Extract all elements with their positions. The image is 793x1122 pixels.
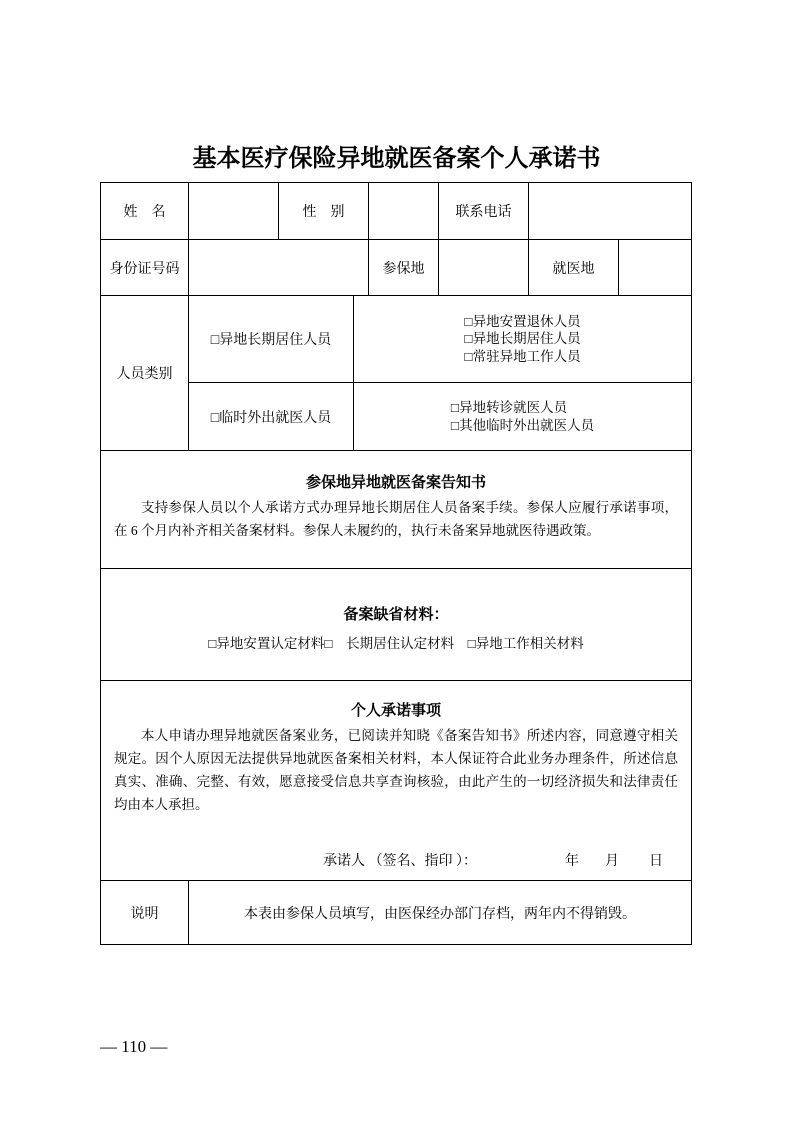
notice-body: 支持参保人员以个人承诺方式办理异地长期居住人员备案手续。参保人应履行承诺事项，在 6 个月内补齐相关备案材料。参保人未履约的，执行未备案异地就医待遇政策。 xyxy=(114,500,678,538)
name-input-cell[interactable] xyxy=(188,183,278,239)
note-label: 说明 xyxy=(130,906,159,922)
checkbox-remote-referral-patient[interactable]: □异地转诊就医人员 xyxy=(450,400,568,415)
month-label: 月 xyxy=(605,854,619,869)
page-number: — 110 — xyxy=(100,1037,168,1056)
signature-line xyxy=(101,850,691,870)
table-row xyxy=(188,296,691,382)
checkbox-permanent-remote-worker[interactable]: □常驻异地工作人员 xyxy=(464,348,581,364)
temporary-options-cell xyxy=(353,383,691,450)
insured-place-input-cell[interactable] xyxy=(438,240,528,295)
checkbox-long-term-resident-option[interactable]: □异地长期居住人员 xyxy=(464,331,581,347)
table-row xyxy=(101,239,691,295)
treatment-place-input-cell[interactable] xyxy=(618,240,691,295)
treatment-place-label: 就医地 xyxy=(528,240,618,295)
table-row xyxy=(101,450,691,568)
personnel-category-grid xyxy=(188,296,691,450)
table-row xyxy=(101,183,691,239)
note-body: 本表由参保人员填写，由医保经办部门存档，两年内不得销毁。 xyxy=(188,881,691,944)
insured-place-label: 参保地 xyxy=(368,240,438,295)
page-title: 基本医疗保险异地就医备案个人承诺书 xyxy=(192,145,601,172)
table-row xyxy=(101,680,691,880)
temporary-options-list xyxy=(451,399,594,434)
commitment-heading: 个人承诺事项 xyxy=(350,702,441,719)
materials-section xyxy=(101,569,691,680)
personnel-category-label: 人员类别 xyxy=(116,367,173,382)
notice-heading: 参保地异地就医备案告知书 xyxy=(305,474,486,491)
table-row xyxy=(188,382,691,450)
id-number-input-cell[interactable] xyxy=(188,240,368,295)
day-label: 日 xyxy=(649,854,663,869)
commitment-body: 本人申请办理异地就医备案业务，已阅读并知晓《备案告知书》所述内容，同意遵守相关规定。因个人原因无法提供异地就医备案相关材料，本人保证符合此业务办理条件，所述信息真实、准确、完整、有效，愿意接受信息共享查询核验，由此产生的一切经济损失和法律责任均由本人承担。 xyxy=(114,728,678,812)
materials-heading: 备案缺省材料： xyxy=(343,606,449,623)
year-label: 年 xyxy=(565,854,579,869)
form-table xyxy=(100,182,692,945)
table-row xyxy=(101,568,691,680)
personnel-category-row xyxy=(101,295,691,450)
notice-section xyxy=(101,451,691,568)
name-label: 姓 名 xyxy=(123,205,166,220)
resident-options-list xyxy=(464,313,580,366)
gender-input-cell[interactable] xyxy=(368,183,438,239)
checkbox-relocated-retiree[interactable]: □异地安置退休人员 xyxy=(464,313,581,329)
signature-label: 承诺人 （签名、指印 ）： xyxy=(323,854,477,869)
table-row xyxy=(101,880,691,944)
checkbox-other-temporary-patient[interactable]: □其他临时外出就医人员 xyxy=(450,417,595,433)
checkbox-temporary-outbound-patient[interactable]: □临时外出就医人员 xyxy=(188,383,353,450)
id-number-label: 身份证号码 xyxy=(109,261,180,277)
phone-label: 联系电话 xyxy=(438,183,528,239)
resident-options-cell xyxy=(353,296,691,382)
checkbox-long-term-resident[interactable]: □异地长期居住人员 xyxy=(188,296,353,382)
commitment-section xyxy=(101,681,691,880)
gender-label: 性 别 xyxy=(278,183,368,239)
phone-input-cell[interactable] xyxy=(528,183,691,239)
materials-checkbox-items[interactable]: □异地安置认定材料□ 长期居住认定材料 □异地工作相关材料 xyxy=(208,636,584,651)
